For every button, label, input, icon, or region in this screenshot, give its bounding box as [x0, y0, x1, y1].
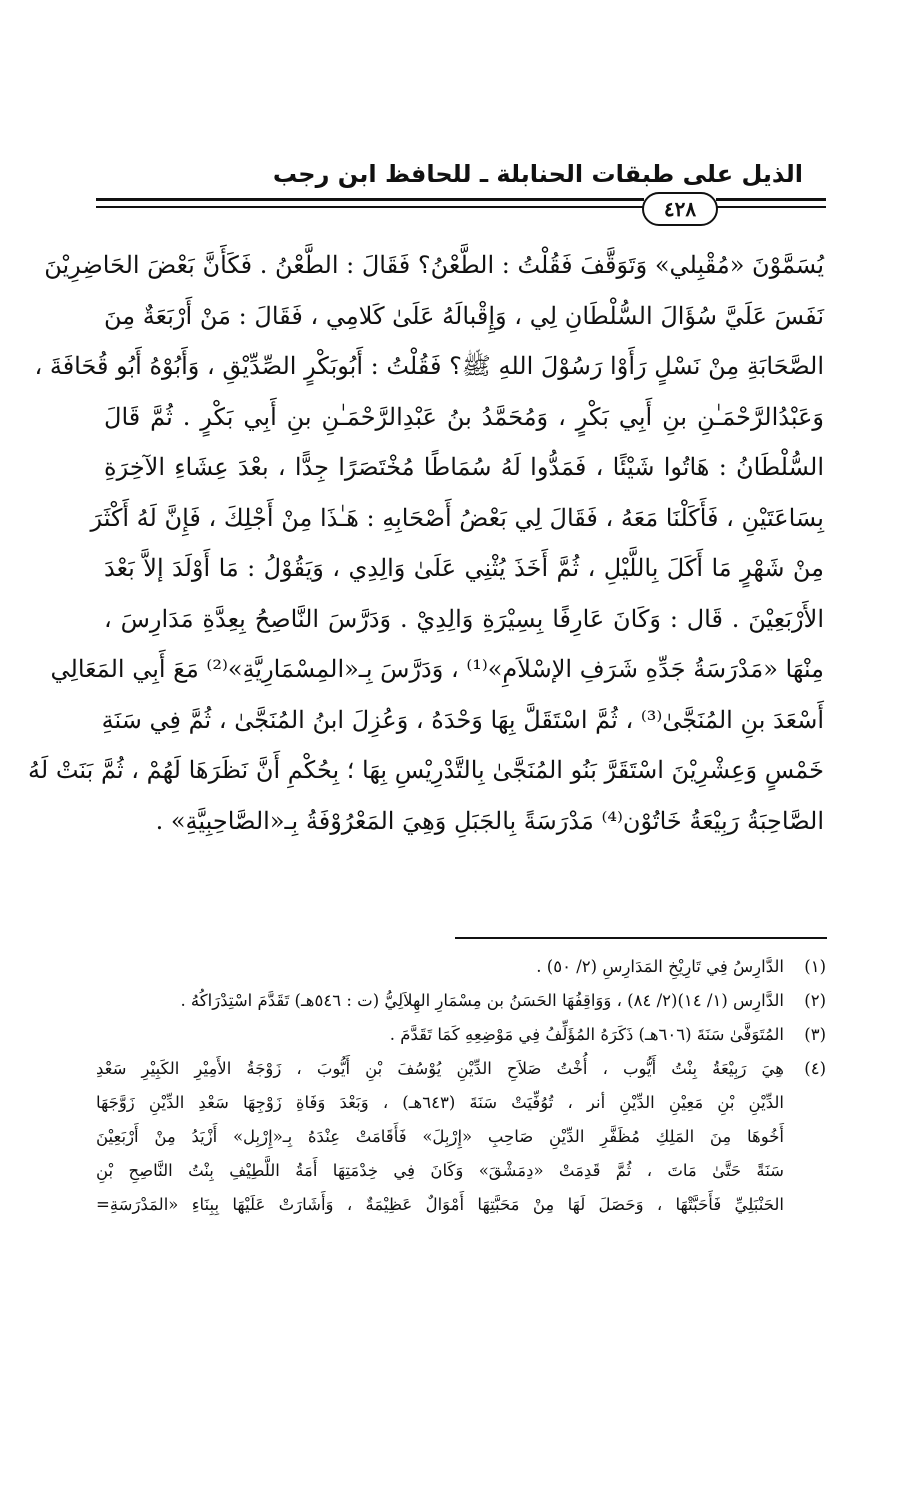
text-line: مِنْهَا «مَدْرَسَةُ جَدِّهِ شَرَفِ الإسْلاَمِ»⁽¹⁾ ، وَدَرَّسَ بِـ«المِسْمَارِيَّةِ»⁽²⁾ مَعَ أَبِي المَعَالِي	[50, 655, 824, 683]
footnote-3	[96, 1018, 826, 1052]
footnote-number: (٢)	[804, 991, 826, 1010]
text-line: الأَرْبَعِيْنَ . قَال : وَكَانَ عَارِفًا بِسِيْرَةِ وَالِدِيْ . وَدَرَّسَ النَّاصِحُ بِعِدَّةِ مَدَارِسَ ،	[104, 604, 824, 633]
footnote-number: (٣)	[804, 1025, 826, 1044]
footnote-separator	[455, 937, 827, 939]
footnote-text: الدَّارِس (١/ ١٤)(٢/ ٨٤) ، وَوَاقِفُهَا الحَسَنُ بن مِسْمَارِ الهِلاَلِيُّ (ت : ٥٤٦هـ) تَقَدَّمَ اسْتِدْرَاكُهُ .	[180, 991, 784, 1010]
header-rule-bottom-right	[716, 206, 826, 208]
main-text	[28, 240, 825, 846]
page-number: ٤٢٨	[642, 192, 718, 226]
text-line: مِنْ شَهْرٍ مَا أَكَلَ بِاللَّيْلِ ، ثُمَّ أَخَذَ يُثْنِي عَلَىٰ وَالِدِي ، وَيَقُوْلُ : مَا أَوْلَدَ إلاَّ بَعْدَ	[104, 554, 824, 582]
footnote-text: الدَّارِسُ فِي تَارِيْخِ المَدَارِسِ (٢/ ٥٠) .	[536, 957, 784, 976]
footnote-text: أَخُوهَا مِنَ المَلِكِ مُظَفَّرِ الدِّيْنِ صَاحِبِ «إِرْبِلَ» فَأَقَامَتْ عِنْدَهُ بِـ«إِرْبِل» أَزْيَدُ مِنْ أَرْبَعِيْنَ	[96, 1127, 784, 1146]
header-rule-top-left	[96, 198, 644, 201]
text-line: خَمْسٍ وَعِشْرِيْنَ اسْتَقَرَّ بَنُو المُنَجَّىٰ بِالتَّدْرِيْسِ بِهَا ؛ بِحُكْمِ أَنَّ نَظَرَهَا لَهُمْ ، ثُمَّ بَنَتْ لَهُ	[28, 756, 824, 784]
text-line: وَعَبْدُالرَّحْمَـٰنِ بنِ أَبِي بَكْرٍ ، وَمُحَمَّدُ بنُ عَبْدِالرَّحْمَـٰنِ بنِ أَبِي بَكْرٍ . ثُمَّ قَالَ	[104, 402, 824, 431]
text-line: نَفَسَ عَلَيَّ سُؤَالَ السُّلْطَانِ لِي ، وَإِقْبالَهُ عَلَىٰ كَلامِي ، فَقَالَ : مَنْ أَرْبَعَةٌ مِنَ	[104, 301, 825, 330]
text-line: السُّلْطَانُ : هَاتُوا شَيْئًا ، فَمَدُّوا لَهُ سُمَاطًا مُخْتَصَرًا جِدًّا ، بعْدَ عِشَاءِ الآخِرَةِ	[104, 453, 824, 481]
header-rule-top-right	[716, 198, 826, 201]
footnote-number: (١)	[804, 957, 826, 976]
footnote-4	[96, 1052, 826, 1222]
footnote-number: (٤)	[804, 1059, 826, 1078]
book-title: الذيل على طبقات الحنابلة ـ للحافظ ابن رجب	[272, 160, 803, 188]
footnote-text: سَنَةً حَتَّىٰ مَاتَ ، ثُمَّ قَدِمَتْ «دِمَشْقَ» وَكَانَ فِي خِدْمَتِهَا أَمَةُ اللَّطِيْفِ بِنْتُ النَّاصِحِ بْنِ	[96, 1161, 784, 1180]
header-rule-bottom-left	[96, 206, 644, 208]
footnote-1	[96, 950, 826, 984]
text-line: أَسْعَدَ بنِ المُنَجَّىٰ⁽³⁾ ، ثُمَّ اسْتَقَلَّ بِهَا وَحْدَهُ ، وَعُزِلَ ابنُ المُنَجَّىٰ ، ثُمَّ فِي سَنَةِ	[101, 705, 824, 734]
footnotes	[96, 950, 826, 1222]
footnote-text: الحَنْبَلِيِّ فَأَحَبَّتْهَا ، وَحَصَلَ لَهَا مِنْ مَحَبَّتِهَا أَمْوَالٌ عَظِيْمَةٌ ، وَأَشَارَتْ عَلَيْهَا بِبِنَاءِ «المَدْرَسَةِ=	[96, 1195, 784, 1214]
text-line: الصَّحَابَةِ مِنْ نَسْلٍ رَأَوْا رَسُوْلَ اللهِ ﷺ؟ فَقُلْتُ : أَبُوبَكْرٍ الصِّدِّيْقِ ، وَأَبُوْهُ أَبُو قُحَافَةَ ،	[34, 352, 824, 380]
footnote-text: المُتَوَفَّىٰ سَنَةَ (٦٠٦هـ) ذَكَرَهُ المُؤَلِّفُ فِي مَوْضِعِهِ كَمَا تَقَدَّمَ .	[389, 1025, 784, 1044]
footnote-text: هِيَ رَبِيْعَةُ بِنْتُ أَيُّوب ، أُخْتُ صَلاَحِ الدِّيْنِ يُوْسُفَ بْنِ أَيُّوبَ ، زَوْجَةُ الأَمِيْرِ الكَبِيْرِ سَعْدِ	[96, 1059, 784, 1078]
text-line: الصَّاحِبَةُ رَبِيْعَةُ خَاتُوْن⁽⁴⁾ مَدْرَسَةً بِالجَبَلِ وَهِيَ المَعْرُوْفَةُ بِـ«الصَّاحِبِيَّةِ» .	[155, 806, 824, 835]
footnote-text: الدِّيْنِ بْنِ مَعِيْنِ الدِّيْنِ أنر ، تُوُفِّيَتْ سَنَةَ (٦٤٣هـ) ، وَبَعْدَ وَفَاةِ زَوْجِهَا سَعْدِ الدِّيْنِ زَوَّجَهَا	[96, 1093, 784, 1112]
text-line: بِسَاعَتَيْنِ ، فَأَكَلْنَا مَعَهُ ، فَقَالَ لِي بَعْضُ أَصْحَابِهِ : هَـٰذَا مِنْ أَجْلِكَ ، فَإِنَّ لَهُ أَكْثَرَ	[90, 503, 824, 532]
text-line: يُسَمَّوْنَ «مُقْبِلي» وَتَوَقَّفَ فَقُلْتُ : الطَّعْنُ؟ فَقَالَ : الطَّعْنُ . فَكَأَنَّ بَعْضَ الحَاضِرِيْنَ	[44, 251, 824, 279]
footnote-2	[96, 984, 826, 1018]
